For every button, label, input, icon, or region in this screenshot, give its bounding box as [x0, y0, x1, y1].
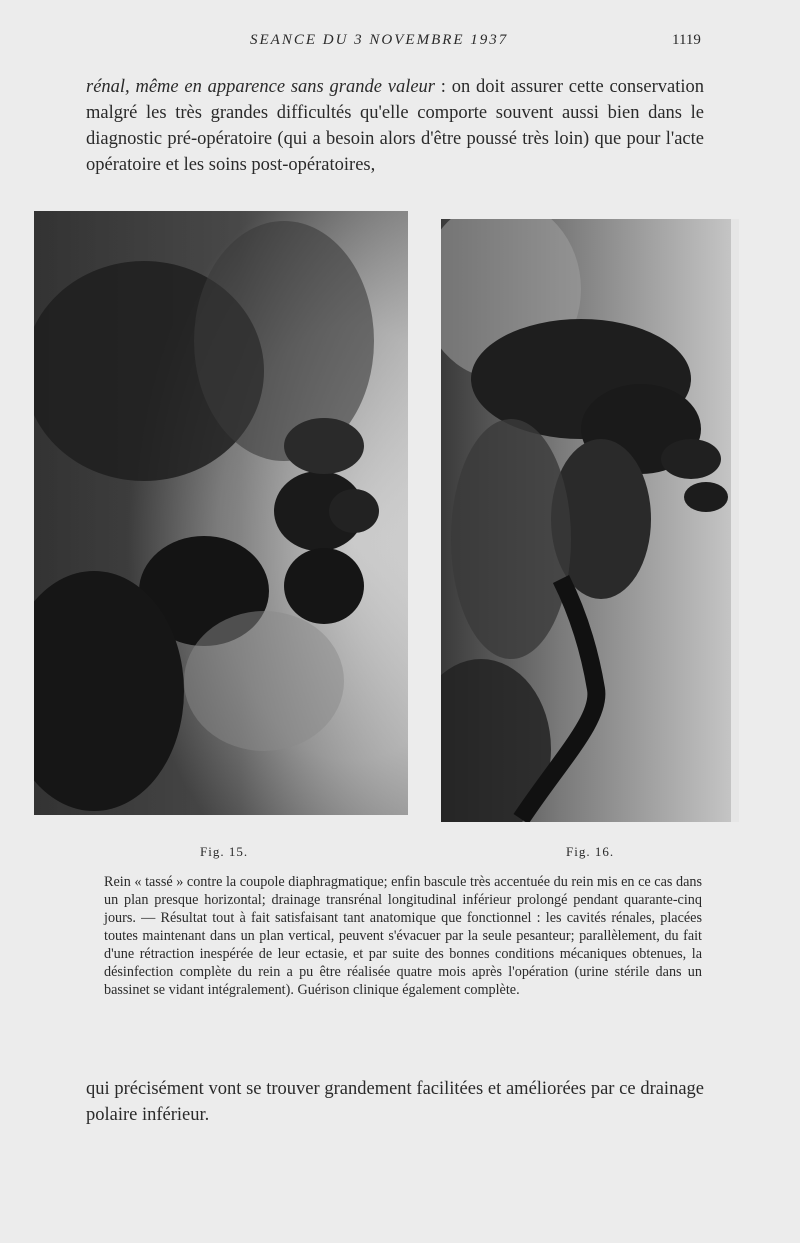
paragraph-top-text: : on doit assurer cette conservation malgré les très grandes difficultés qu'elle comporte souvent aussi bien dans le diagnostic pré-opératoire (qui a besoin alors d'être poussé très loin) que pour l'acte opératoire et les soins post-opératoires,: [86, 77, 704, 175]
page-number: 1119: [672, 32, 701, 48]
italic-lead: rénal, même en apparence sans grande valeur: [86, 77, 435, 97]
figure-15-radiograph: [34, 211, 408, 815]
figure-16-radiograph: [441, 219, 739, 822]
running-title: SEANCE DU 3 NOVEMBRE 1937: [250, 32, 509, 48]
figure-16-label: Fig. 16.: [566, 844, 615, 859]
figure-15-label: Fig. 15.: [200, 844, 249, 859]
paragraph-bottom: qui précisément vont se trouver grandement facilitées et améliorées par ce drainage polaire inférieur.: [86, 1079, 704, 1125]
page-header: [0, 30, 800, 54]
figure-caption: Rein « tassé » contre la coupole diaphragmatique; enfin bascule très accentuée du rein mis en ce cas dans un plan presque horizontal; drainage transrénal longitudinal inférieur prolongé pendant quarante-cinq jours. — Résultat tout à fait satisfaisant tant anatomique que fonctionnel : les cavités rénales, placées toutes maintenant dans un plan vertical, peuvent s'évacuer par la seule pesanteur; parallèlement, du fait d'une rétraction inespérée de leur ectasie, et par suite des bonnes conditions mécaniques obtenues, la désinfection complète du rein a pu être réalisée quatre mois après l'opération (urine stérile dans un bassinet se vidant intégralement). Guérison clinique également complète.: [104, 874, 702, 998]
paragraph-top: [86, 74, 704, 178]
